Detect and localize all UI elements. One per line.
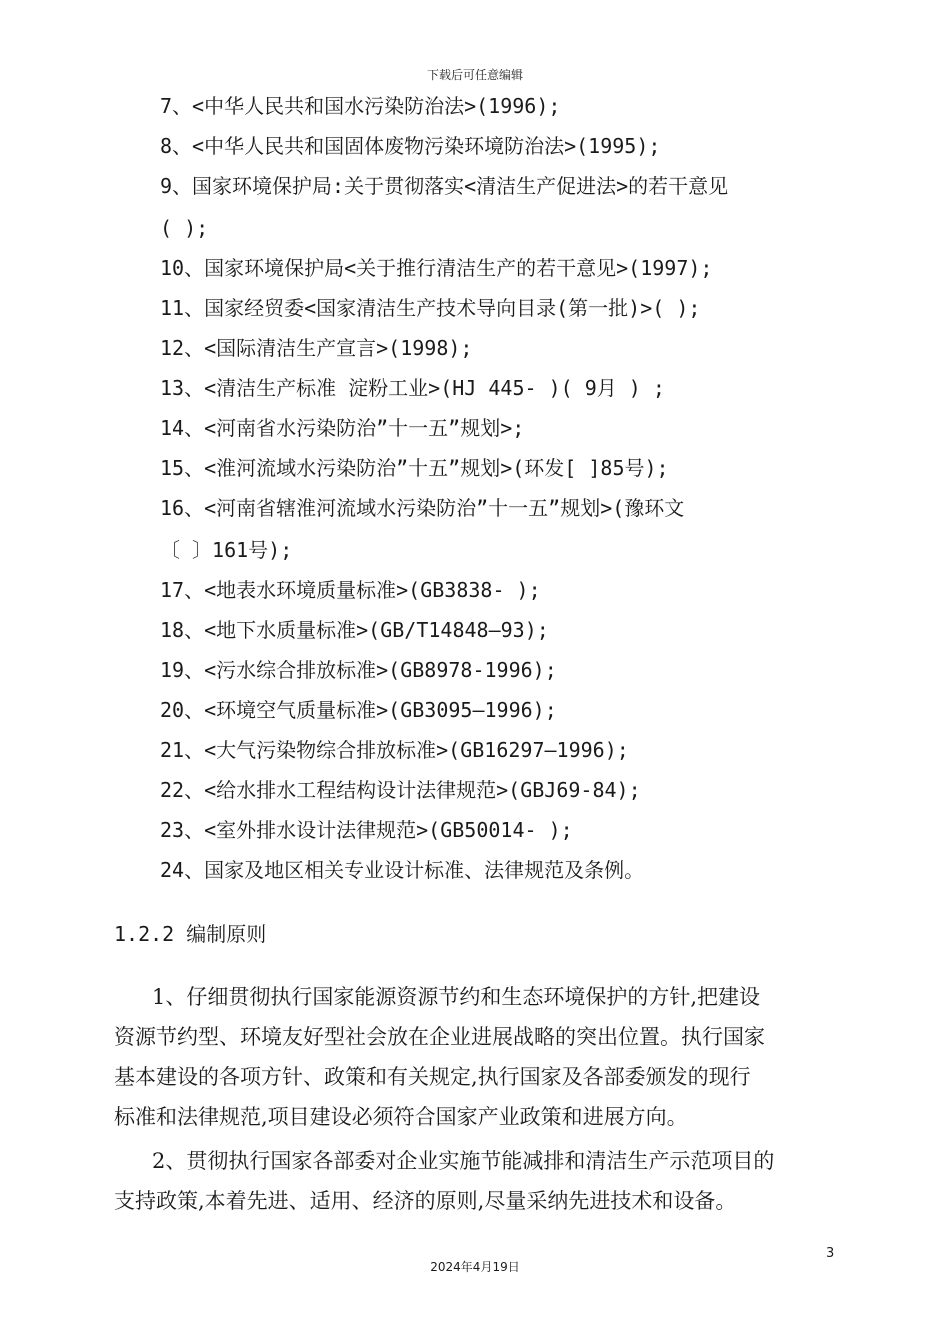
reference-list-item: ( );: [160, 216, 209, 240]
reference-list-item: 11、国家经贸委<国家清洁生产技术导向目录(第一批)>( );: [160, 296, 701, 320]
paragraph-line: 标准和法律规范,项目建设必须符合国家产业政策和进展方向。: [114, 1105, 688, 1129]
reference-list-item: 21、<大气污染物综合排放标准>(GB16297—1996);: [160, 738, 629, 762]
reference-list-item: 16、<河南省辖淮河流域水污染防治”十一五”规划>(豫环文: [160, 496, 685, 520]
reference-list-item: 24、国家及地区相关专业设计标准、法律规范及条例。: [160, 858, 645, 882]
reference-list-item: 22、<给水排水工程结构设计法律规范>(GBJ69-84);: [160, 778, 641, 802]
reference-list-item: 19、<污水综合排放标准>(GB8978-1996);: [160, 658, 557, 682]
reference-list-item: 8、<中华人民共和国固体废物污染环境防治法>(1995);: [160, 134, 661, 158]
page-footer-date: 2024年4月19日: [430, 1260, 520, 1274]
reference-list-item: 13、<清洁生产标准 淀粉工业>(HJ 445- )( 9月 ) ;: [160, 376, 665, 400]
page-header: 下载后可任意编辑: [426, 68, 523, 82]
page-number: 3: [826, 1246, 835, 1261]
reference-list-item: 23、<室外排水设计法律规范>(GB50014- );: [160, 818, 573, 842]
paragraph-line: 资源节约型、环境友好型社会放在企业进展战略的突出位置。执行国家: [114, 1025, 765, 1049]
paragraph-line: 支持政策,本着先进、适用、经济的原则,尽量采纳先进技术和设备。: [114, 1189, 737, 1213]
reference-list-item: 12、<国际清洁生产宣言>(1998);: [160, 336, 473, 360]
reference-list-item: 10、国家环境保护局<关于推行清洁生产的若干意见>(1997);: [160, 256, 713, 280]
paragraph-line: 1、仔细贯彻执行国家能源资源节约和生态环境保护的方针,把建设: [152, 985, 761, 1009]
reference-list-item: 18、<地下水质量标准>(GB/T14848—93);: [160, 618, 549, 642]
reference-list-item: 9、国家环境保护局:关于贯彻落实<清洁生产促进法>的若干意见: [160, 174, 729, 198]
paragraph-line: 基本建设的各项方针、政策和有关规定,执行国家及各部委颁发的现行: [114, 1065, 751, 1089]
reference-list-item: 17、<地表水环境质量标准>(GB3838- );: [160, 578, 541, 602]
paragraph-line: 2、贯彻执行国家各部委对企业实施节能减排和清洁生产示范项目的: [152, 1149, 775, 1173]
section-heading: 1.2.2 编制原则: [114, 922, 267, 946]
reference-list-item: 〔 〕161号);: [160, 538, 293, 562]
reference-list-item: 15、<淮河流域水污染防治”十五”规划>(环发[ ]85号);: [160, 456, 669, 480]
reference-list-item: 20、<环境空气质量标准>(GB3095—1996);: [160, 698, 557, 722]
reference-list-item: 14、<河南省水污染防治”十一五”规划>;: [160, 416, 525, 440]
reference-list-item: 7、<中华人民共和国水污染防治法>(1996);: [160, 94, 561, 118]
